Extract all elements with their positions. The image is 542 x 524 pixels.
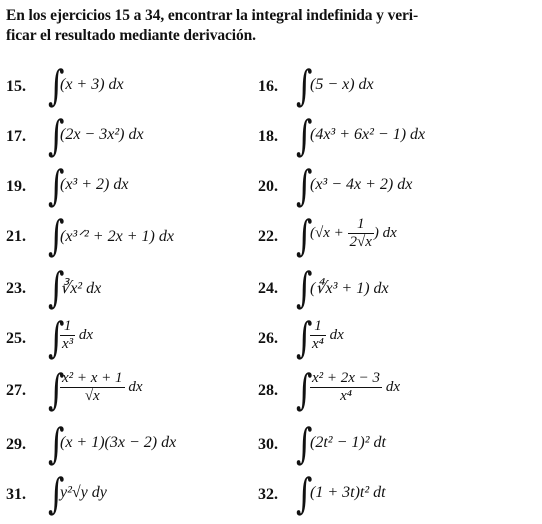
integral-sign: ∫ — [296, 365, 313, 414]
problem-row — [0, 365, 542, 416]
fraction-denominator: x³ — [62, 336, 74, 352]
integral-sign: ∫ — [296, 469, 313, 518]
differential: dx — [385, 378, 400, 395]
fraction-denominator: √x — [84, 388, 100, 404]
problem-number: 30. — [258, 436, 278, 453]
problem-number: 18. — [258, 128, 278, 145]
integrand: (x + 3) dx — [60, 76, 124, 93]
problem-row — [0, 419, 542, 470]
integrand — [310, 370, 400, 405]
problem-row — [0, 61, 542, 112]
problem-number: 26. — [258, 330, 278, 347]
fraction-numerator: 1 — [348, 216, 374, 234]
integral-sign: ∫ — [296, 313, 313, 362]
integral-sign: ∫ — [48, 111, 65, 160]
integral-sign: ∫ — [48, 365, 65, 414]
problem-number: 27. — [6, 382, 26, 399]
integral-sign: ∫ — [48, 161, 65, 210]
integrand: (1 + 3t)t² dt — [310, 484, 386, 501]
integrand: y²√y dy — [60, 484, 107, 501]
integral-sign: ∫ — [48, 419, 65, 468]
integrand: (x³ᐟ² + 2x + 1) dx — [60, 228, 174, 245]
exercise-instructions — [6, 6, 534, 46]
integral-sign: ∫ — [296, 263, 313, 312]
problem-number: 32. — [258, 486, 278, 503]
integral-sign: ∫ — [48, 61, 65, 110]
differential: dx — [78, 326, 94, 343]
fraction-numerator: x² + x + 1 — [62, 370, 123, 386]
fraction-denominator: 2√x — [349, 234, 372, 250]
problem-row — [0, 469, 542, 520]
problem-number: 25. — [6, 330, 26, 347]
problem-number: 21. — [6, 228, 26, 245]
integrand — [60, 318, 93, 353]
fraction — [310, 370, 382, 405]
problem-number: 17. — [6, 128, 26, 145]
problem-row — [0, 313, 542, 364]
differential: dx — [329, 326, 344, 343]
problem-row — [0, 263, 542, 314]
integral-sign: ∫ — [296, 161, 313, 210]
problem-row — [0, 211, 542, 262]
fraction — [310, 318, 326, 353]
integrand: (2t² − 1)² dt — [310, 434, 386, 451]
integrand: (x + 1)(3x − 2) dx — [60, 434, 177, 451]
problem-number: 23. — [6, 280, 26, 297]
fraction-denominator: x⁴ — [312, 336, 324, 352]
instructions-line-2: ficar el resultado mediante derivación. — [6, 27, 256, 44]
integrand-suffix: ) dx — [373, 224, 397, 241]
integrand: (4x³ + 6x² − 1) dx — [310, 126, 426, 143]
problem-number: 15. — [6, 78, 26, 95]
problem-number: 19. — [6, 178, 26, 195]
integrand: (5 − x) dx — [310, 76, 374, 93]
problem-number: 24. — [258, 280, 278, 297]
problem-row — [0, 111, 542, 162]
instructions-line-1: En los ejercicios 15 a 34, encontrar la integral indefinida y veri- — [6, 7, 419, 24]
fraction — [60, 318, 75, 353]
problem-number: 22. — [258, 228, 278, 245]
integrand: ∛x² dx — [60, 280, 102, 297]
differential: dx — [128, 378, 143, 395]
fraction — [348, 216, 374, 251]
integrand — [310, 216, 397, 251]
integrand: (2x − 3x²) dx — [60, 126, 144, 143]
integral-sign: ∫ — [48, 313, 65, 362]
integral-sign: ∫ — [48, 263, 65, 312]
problem-number: 16. — [258, 78, 278, 95]
fraction-numerator: 1 — [310, 318, 326, 336]
integrand — [310, 318, 344, 353]
integral-sign: ∫ — [296, 61, 313, 110]
integral-sign: ∫ — [296, 211, 313, 260]
fraction — [60, 370, 125, 405]
integral-sign: ∫ — [48, 469, 65, 518]
problem-number: 20. — [258, 178, 278, 195]
integral-sign: ∫ — [296, 111, 313, 160]
integrand — [60, 370, 142, 405]
problem-number: 28. — [258, 382, 278, 399]
integral-sign: ∫ — [296, 419, 313, 468]
fraction-denominator: x⁴ — [340, 388, 352, 404]
integrand: (∜x³ + 1) dx — [310, 280, 389, 297]
problem-number: 31. — [6, 486, 26, 503]
integral-sign: ∫ — [48, 211, 65, 260]
integrand: (x³ − 4x + 2) dx — [310, 176, 413, 193]
fraction-numerator: x² + 2x − 3 — [312, 370, 381, 386]
problem-row — [0, 161, 542, 212]
integrand: (x³ + 2) dx — [60, 176, 129, 193]
problem-number: 29. — [6, 436, 26, 453]
integrand-prefix: (√x + — [310, 224, 348, 241]
fraction-numerator: 1 — [60, 318, 75, 336]
